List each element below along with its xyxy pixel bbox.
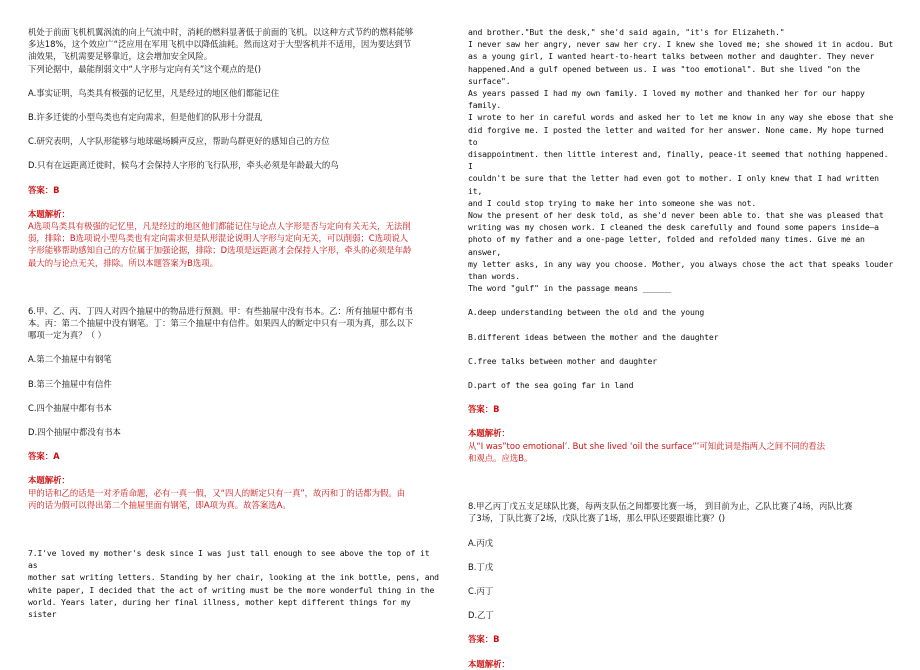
q5-explanation-title: 本题解析： [28,208,70,219]
q7-option-b: B.different ideas between the mother and the daughter [468,331,719,342]
text-line: 和观点。应选B。 [468,452,533,463]
q6-stem [28,305,440,342]
q6-option-a: A.第二个抽屉中有钢笔 [28,354,112,365]
q7-explanation [468,440,896,464]
right-column [468,26,896,670]
q5-option-a: A.事实证明，鸟类具有极强的记忆里，凡是经过的地区他们都能记住 [28,87,280,98]
text-line: world. Years later, during her final illness, mother kept different things for my sister [28,596,411,620]
q6-option-b: B.第三个抽屉中有信件 [28,378,112,389]
text-line: white paper, I decided that the act of writing must be the more wonderful thing in the [28,584,435,595]
text-line: A选项鸟类具有极强的记忆里，凡是经过的地区他们都能记住与论点人字形是否与定向有关无关，无法削 [28,221,411,232]
q7-question-line: The word "gulf" in the passage means ______ [468,283,672,294]
text-line: 字形能够帮助感知自己的方位属于加强论据，排除；D选项是远距离才会保持人字形，牵头的必须是年龄 [28,245,412,256]
q8-answer: 答案：B [468,634,500,645]
text-line: and I could stop trying to make her into someone she was not. [468,197,757,208]
text-line: 下列论据中，最能削弱文中“人字形与定向有关”这个观点的是() [28,63,261,74]
text-line: As years passed I had my own family. I loved my mother and thanked her for our happy family. [468,88,865,111]
q8-option-c: C.丙丁 [468,585,494,596]
text-line: 油效果，飞机需要足够靠近，这会增加安全风险。 [28,51,213,62]
q8-explanation-title: 本题解析： [468,658,510,669]
q7-stem [28,547,440,620]
text-line: 甲的话和乙的话是一对矛盾命题，必有一真一假，又“四人的断定只有一真”，故丙和丁的话都为假。由 [28,487,406,498]
text-line: and brother."But the desk," she'd said again, "it's for Elizaheth." [468,27,785,37]
text-line: 多达18%，这个效应广“泛应用在军用飞机中以降低油耗。然而这对于大型客机并不适用，因为要达到节 [28,39,412,50]
q8-option-a: A.丙戊 [468,537,493,548]
q5-option-c: C.研究表明，人字队形能够与地球磁场瞬声反应，帮助鸟群更好的感知自己的方位 [28,136,330,147]
text-line: couldn't be sure that the letter had even got to mother. I only knew that I had written it, [468,173,879,196]
text-line: as a young girl, I wanted heart-to-heart talks between mother and daughter. They never [468,51,875,62]
q7-option-c: C.free talks between mother and daughter [468,355,657,366]
text-line: 从“I was”too emotional’. But she lived ‘oil the surface”’可知此词是指两人之间不同的看法 [468,440,825,451]
text-line: 本。丙：第二个抽屉中没有钢笔。丁：第三个抽屉中有信件。如果四人的断定中只有一项为真，那么以下 [28,318,414,329]
text-line: 8.甲乙丙丁戊五支足球队比赛，每两支队伍之间都要比赛一场， 到目前为止，乙队比赛了4场，丙队比赛 [468,501,853,512]
q5-explanation [28,220,440,269]
text-line: writing was my chosen work. I cleaned the desk carefully and found some papers inside—a [468,222,879,233]
text-line: I wrote to her in careful words and asked her to let me know in any way she ebose that she [468,112,894,123]
q6-option-c: C.四个抽屉中都有书本 [28,402,112,413]
text-line: than words. [468,271,520,282]
q7-answer: 答案：B [468,404,500,415]
text-line: 弱，排除；B选项说小型鸟类也有定向需求但是队形混论说明人字形与定向无关，可以削弱；C选项说人 [28,233,409,244]
q6-explanation [28,487,440,511]
q6-explanation-title: 本题解析： [28,475,70,486]
text-line: 哪项一定为真？（ ） [28,330,107,341]
q5-answer: 答案：B [28,184,60,195]
text-line: 丙的话为假可以得出第二个抽屉里面有钢笔，即A项为真。故答案选A。 [28,499,291,510]
q7-option-a: A.deep understanding between the old and the young [468,307,705,318]
q5-option-b: B.许多迁徙的小型鸟类也有定向需求，但是他们的队形十分混乱 [28,112,263,123]
q8-option-d: D.乙丁 [468,610,494,621]
text-line: 最大的与论点无关，排除。所以本题答案为B选项。 [28,257,218,268]
text-line: 机处于前面飞机机翼涡流的向上气流中时，消耗的燃料显著低于前面的飞机。以这种方式节约的燃料能够 [28,27,414,37]
text-line: photo of my father and a one-page letter, folded and refolded many times. Give me an answer, [468,234,865,257]
text-line: disappointment. then little interest and, finally, peace-it seemed that nothing happened. I [468,149,889,172]
q6-option-d: D.四个抽屉中都没有书本 [28,427,121,438]
q6-answer: 答案：A [28,451,60,462]
q7-passage [468,26,896,294]
text-line: my letter asks, in any way you choose. Mother, you always chose the act that speaks louder [468,258,894,269]
text-line: mother sat writing letters. Standing by her chair, looking at the ink bottle, pens, and [28,572,439,583]
text-line: 7.I've loved my mother's desk since I was just tall enough to see above the top of it as [28,548,430,571]
q5-option-d: D.只有在远距离迁徙时，候鸟才会保持人字形的飞行队形，牵头必须是年龄最大的鸟 [28,160,339,171]
text-line: Now the present of her desk told, as she'd never been able to. that she was pleased that [468,210,884,221]
left-column [28,26,440,620]
text-line: did forgive me. I posted the letter and waited for her answer. None came. My hope turned to [468,124,884,147]
text-line: surface". [468,75,511,86]
q7-option-d: D.part of the sea going far in land [468,380,634,391]
text-line: 了3场，丁队比赛了2场，戊队比赛了1场，那么甲队还要跟谁比赛？() [468,513,726,524]
text-line: I never saw her angry, never saw her cry. I knew she loved me; she showed it in acdou. But [468,39,894,50]
q8-option-b: B.丁戊 [468,561,494,572]
text-line: happened.And a gulf opened between us. I was "too emotional". But she lived "on the [468,63,860,74]
q8-stem [468,500,896,524]
q7-explanation-title: 本题解析： [468,428,510,439]
q5-intro [28,26,440,75]
text-line: 6.甲、乙、丙、丁四人对四个抽屉中的物品进行预测。甲：有些抽屉中没有书本。乙：所有抽屉中都有书 [28,305,413,316]
